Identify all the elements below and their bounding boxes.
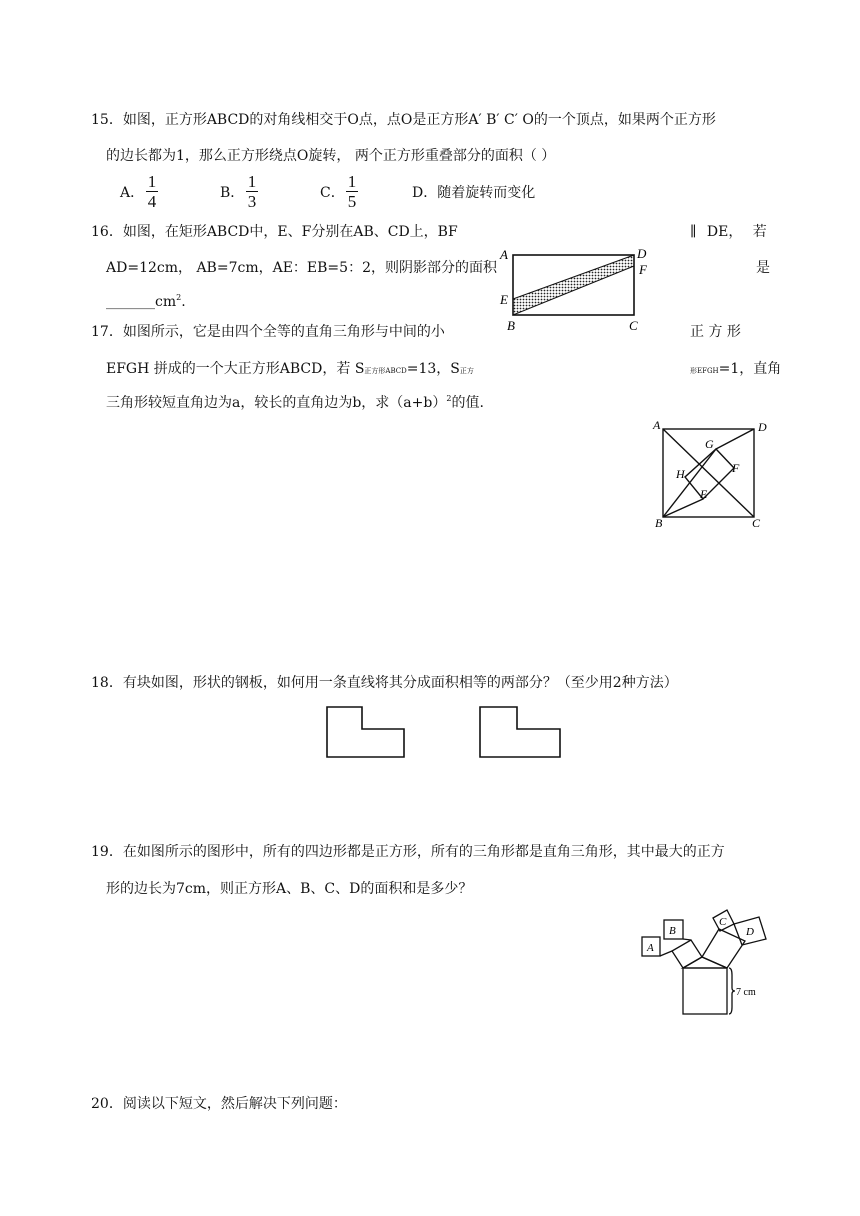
q16-label-d: D — [637, 246, 647, 261]
q16-line3 — [106, 293, 186, 313]
q19-connector — [719, 929, 720, 931]
q17-line2-a: EFGH 拼成的一个大正方形ABCD，若 S — [106, 361, 365, 377]
q16-label-a: A — [500, 247, 508, 262]
q20-text: 20．阅读以下短文，然后解决下列问题： — [91, 1096, 347, 1112]
q17-exponent: 2 — [446, 394, 452, 403]
q17-line2-right — [690, 360, 781, 380]
q15-option-c-numerator: 1 — [347, 172, 357, 191]
q17-line1-right: 正 方 形 — [690, 324, 741, 340]
q15-option-b-denominator: 3 — [247, 192, 257, 211]
q15-option-d-label: D． — [412, 185, 438, 201]
q19-label-d: D — [746, 926, 754, 938]
q18-l-shape-1 — [325, 705, 410, 760]
q15-option-a-label: A． — [120, 185, 145, 201]
q19-label-b: B — [669, 925, 676, 937]
q15-option-b-numerator: 1 — [247, 172, 257, 191]
q17-subscript-efgh: 形EFGH — [690, 367, 719, 375]
q17-label-h: H — [676, 467, 685, 481]
q19-label-a: A — [647, 942, 654, 954]
q18-l-shape-2 — [478, 705, 563, 760]
q17-line2 — [106, 360, 474, 380]
q17-line3-a: 三角形较短直角边为a，较长的直角边为b，求（a+b） — [106, 395, 447, 411]
q15-line2: 的边长都为1，那么正方形绕点O旋转， 两个正方形重叠部分的面积（ ） — [106, 148, 556, 164]
q19-square-left-mid — [672, 940, 702, 968]
q17-line2-c: =1，直角 — [718, 361, 782, 377]
q15-option-d-text: 随着旋转而变化 — [437, 185, 536, 201]
q19-side-length-label: 7 cm — [736, 987, 756, 998]
q16-label-b: B — [507, 318, 515, 333]
q16-label-c: C — [629, 318, 638, 333]
q17-label-e: E — [700, 487, 708, 501]
q16-line2-right: 是 — [756, 260, 770, 276]
q15-option-c-label: C． — [320, 185, 345, 201]
q17-label-f: F — [732, 461, 740, 475]
q16-line2-left: AD=12cm， AB=7cm，AE：EB=5：2，则阴影部分的面积 — [106, 260, 497, 276]
q15-option-d — [412, 184, 535, 202]
q16-line3-end: . — [181, 294, 186, 310]
q17-line3-b: 的值. — [451, 395, 484, 411]
q16-rectangle-figure — [498, 244, 658, 339]
q19-squares-figure — [640, 905, 775, 1025]
q15-option-a-numerator: 1 — [147, 172, 157, 191]
q17-line2-b: =13，S — [406, 361, 460, 377]
q17-label-b: B — [655, 516, 663, 530]
q16-label-e: E — [500, 292, 508, 307]
q17-pythagoras-figure — [650, 420, 775, 530]
q16-line1-left: 16．如图，在矩形ABCD中，E、F分别在AB、CD上，BF — [91, 224, 458, 240]
q15-line1: 15．如图，正方形ABCD的对角线相交于O点，点O是正方形A′ B′ C′ O的一个顶点，如果两个正方形 — [91, 112, 716, 128]
q18-text: 18．有块如图，形状的钢板，如何用一条直线将其分成面积相等的两部分？（至少用2种方法） — [91, 675, 678, 691]
q19-label-c: C — [719, 916, 727, 928]
q15-option-b-fraction — [246, 172, 258, 211]
q17-label-c: C — [752, 516, 761, 530]
q17-line3 — [106, 394, 484, 414]
q17-label-d: D — [758, 420, 767, 434]
q15-option-c-fraction — [346, 172, 358, 211]
q15-option-a-denominator: 4 — [147, 192, 157, 211]
q19-line1: 19．在如图所示的图形中，所有的四边形都是正方形，所有的三角形都是直角三角形，其中最大的正方 — [91, 844, 725, 860]
q16-unit-exponent: 2 — [176, 293, 182, 302]
q19-largest-square — [683, 968, 727, 1014]
q15-option-b-label: B． — [220, 185, 245, 201]
q15-option-c-denominator: 5 — [347, 192, 357, 211]
q19-line2: 形的边长为7cm，则正方形A、B、C、D的面积和是多少？ — [106, 881, 473, 897]
q16-label-f: F — [639, 262, 647, 277]
q17-subscript-square: 正方 — [459, 367, 474, 375]
q17-segment-gd — [716, 429, 754, 449]
q17-label-g: G — [705, 437, 714, 451]
q17-segment-be — [663, 499, 703, 517]
q16-answer-blank: _______cm — [106, 294, 177, 310]
q16-line1-right: ∥ DE， 若 — [690, 224, 767, 240]
q15-option-a-fraction — [146, 172, 158, 211]
q17-subscript-abcd: 正方形ABCD — [364, 367, 407, 375]
q19-connector — [683, 939, 691, 940]
q19-connector — [660, 951, 672, 956]
q16-shaded-parallelogram — [513, 255, 634, 315]
q17-line1-left: 17．如图所示，它是由四个全等的直角三角形与中间的小 — [91, 324, 445, 340]
q19-side-brace — [729, 968, 735, 1014]
q17-label-a: A — [653, 418, 661, 432]
